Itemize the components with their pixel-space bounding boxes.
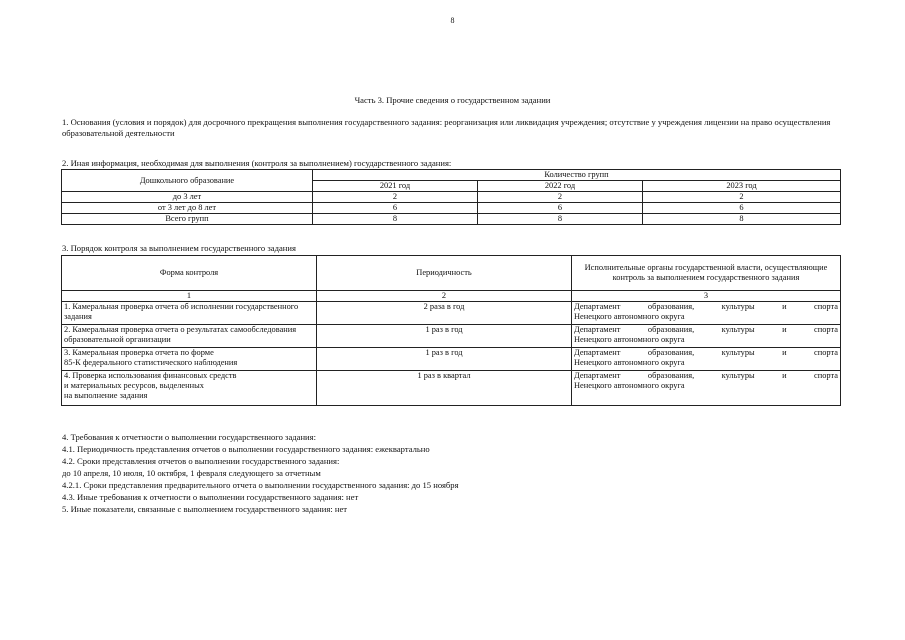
groups-category-header: Дошкольного образование	[62, 170, 313, 192]
authority-word: спорта	[814, 371, 838, 380]
authority-word: образования,	[647, 348, 695, 357]
authority-word: Департамент	[574, 371, 621, 380]
section-4-2: 4.2. Сроки представления отчетов о выполнении государственного задания:	[62, 456, 340, 466]
section-2-heading: 2. Иная информация, необходимая для выполнения (контроля за выполнением) государственного задания:	[62, 158, 452, 168]
groups-count-header: Количество групп	[313, 170, 841, 181]
form-header: Форма контроля	[62, 256, 317, 291]
section-1-text: 1. Основания (условия и порядок) для досрочного прекращения выполнения государственного задания: реорганизация или ликвидация учреждения; отсутствие у учреждения лицензии на право осуществления образовательной деятельности	[62, 117, 831, 138]
authority-word: образования,	[647, 302, 695, 311]
authority-line-1	[574, 371, 838, 381]
control-form: 2. Камеральная проверка отчета о результатах самообследования образовательной организации	[62, 325, 317, 348]
control-table-header-row	[62, 256, 841, 291]
authority-line-2: Ненецкого автономного округа	[574, 358, 685, 367]
table-row	[62, 203, 841, 214]
control-table-numbers-row	[62, 291, 841, 302]
authority-word: Департамент	[574, 348, 621, 357]
groups-table	[61, 169, 841, 225]
section-4-heading: 4. Требования к отчетности о выполнении государственного задания:	[62, 432, 316, 442]
authority-word: культуры	[721, 302, 755, 311]
authority-line-2: Ненецкого автономного округа	[574, 312, 685, 321]
authority-header: Исполнительные органы государственной власти, осуществляющие контроль за выполнением государственного задания	[572, 256, 841, 291]
section-4-1: 4.1. Периодичность представления отчетов о выполнении государственного задания: ежеквартально	[62, 444, 430, 454]
section-3-heading: 3. Порядок контроля за выполнением государственного задания	[62, 243, 296, 253]
section-5: 5. Иные показатели, связанные с выполнением государственного задания: нет	[62, 504, 348, 514]
authority-word: Департамент	[574, 302, 621, 311]
row-label: до 3 лет	[62, 192, 313, 203]
authority-word: и	[782, 302, 787, 311]
table-row	[62, 192, 841, 203]
authority-word: культуры	[721, 371, 755, 380]
cell-value: 8	[313, 214, 478, 225]
table-row	[62, 214, 841, 225]
section-4-2-dates: до 10 апреля, 10 июля, 10 октября, 1 февраля следующего за отчетным	[62, 468, 321, 478]
part-title: Часть 3. Прочие сведения о государственном задании	[354, 95, 551, 105]
section-4-3: 4.3. Иные требования к отчетности о выполнении государственного задания: нет	[62, 492, 359, 502]
cell-value: 6	[313, 203, 478, 214]
table-row	[62, 348, 841, 371]
control-form: 3. Камеральная проверка отчета по форме 85-К федерального статистического наблюдения	[62, 348, 317, 371]
control-form: 4. Проверка использования финансовых средств и материальных ресурсов, выделенных на выполнение задания	[62, 371, 317, 406]
authority-line-1	[574, 325, 838, 335]
authority-word: Департамент	[574, 325, 621, 334]
year-header: 2021 год	[313, 181, 478, 192]
row-label: от 3 лет до 8 лет	[62, 203, 313, 214]
authority-line-1	[574, 302, 838, 312]
authority-word: и	[782, 348, 787, 357]
authority-word: образования,	[647, 325, 695, 334]
column-number: 3	[572, 291, 841, 302]
control-period: 1 раз в квартал	[317, 371, 572, 406]
column-number: 2	[317, 291, 572, 302]
year-header: 2023 год	[643, 181, 841, 192]
cell-value: 8	[478, 214, 643, 225]
cell-value: 6	[478, 203, 643, 214]
control-authority	[572, 348, 841, 371]
authority-word: спорта	[814, 302, 838, 311]
control-authority	[572, 371, 841, 406]
period-header: Периодичность	[317, 256, 572, 291]
year-header: 2022 год	[478, 181, 643, 192]
authority-word: культуры	[721, 325, 755, 334]
cell-value: 2	[643, 192, 841, 203]
cell-value: 6	[643, 203, 841, 214]
authority-line-2: Ненецкого автономного округа	[574, 335, 685, 344]
authority-line-1	[574, 348, 838, 358]
authority-word: образования,	[647, 371, 695, 380]
control-period: 2 раза в год	[317, 302, 572, 325]
authority-word: спорта	[814, 325, 838, 334]
cell-value: 2	[313, 192, 478, 203]
groups-table-header-row	[62, 170, 841, 181]
table-row	[62, 325, 841, 348]
table-row	[62, 302, 841, 325]
cell-value: 8	[643, 214, 841, 225]
authority-word: спорта	[814, 348, 838, 357]
authority-word: и	[782, 371, 787, 380]
cell-value: 2	[478, 192, 643, 203]
page-number: 8	[450, 16, 455, 25]
authority-word: культуры	[721, 348, 755, 357]
control-period: 1 раз в год	[317, 325, 572, 348]
authority-line-2: Ненецкого автономного округа	[574, 381, 685, 390]
control-form: 1. Камеральная проверка отчета об исполнении государственного задания	[62, 302, 317, 325]
control-authority	[572, 302, 841, 325]
authority-word: и	[782, 325, 787, 334]
control-period: 1 раз в год	[317, 348, 572, 371]
control-authority	[572, 325, 841, 348]
section-4-2-1: 4.2.1. Сроки представления предварительного отчета о выполнении государственного задания: до 15 ноября	[62, 480, 459, 490]
control-table	[61, 255, 841, 406]
table-row	[62, 371, 841, 406]
row-label: Всего групп	[62, 214, 313, 225]
column-number: 1	[62, 291, 317, 302]
